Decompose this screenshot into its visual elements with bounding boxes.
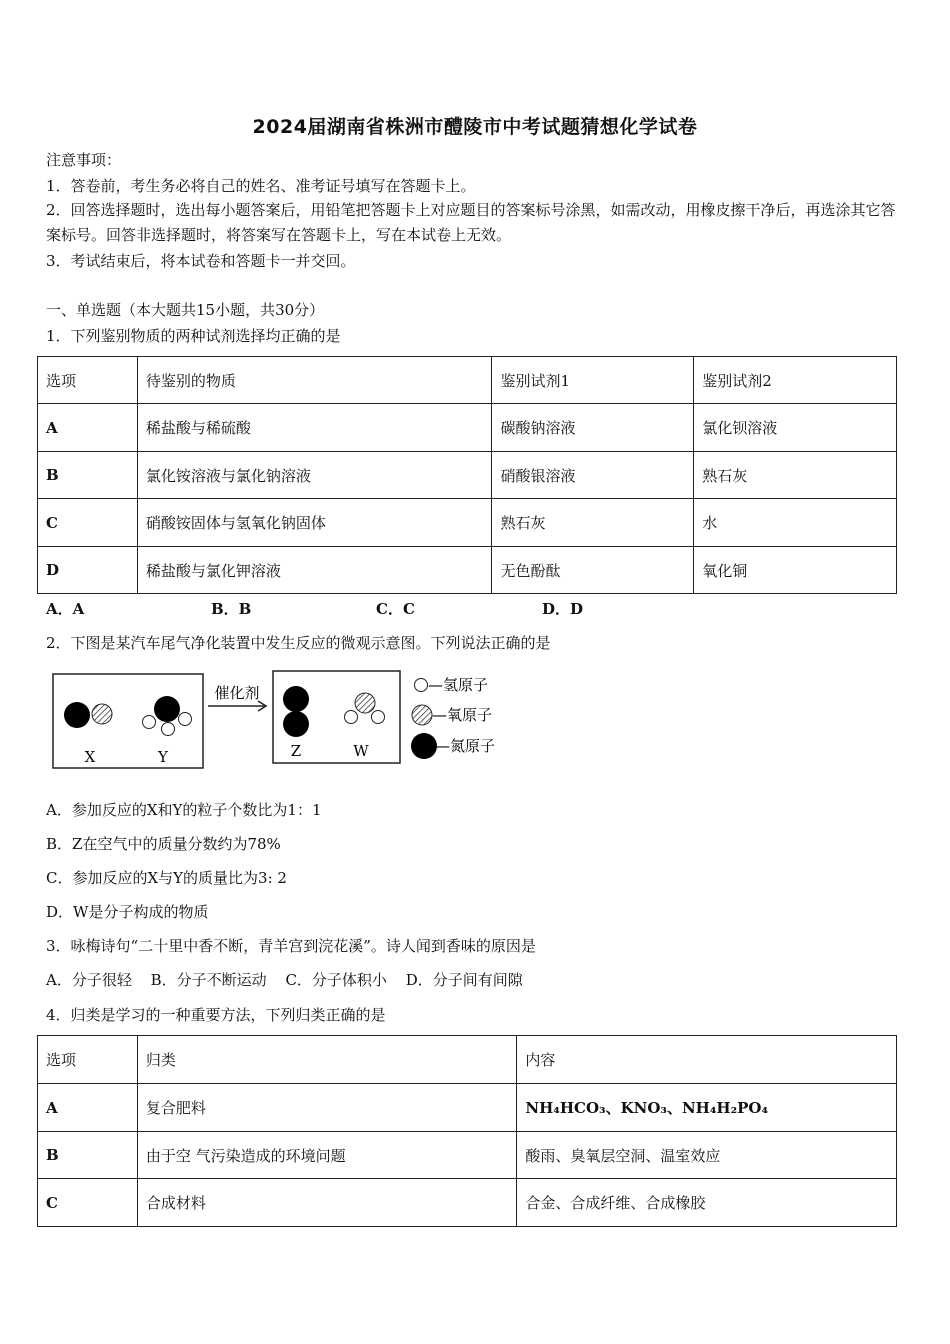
q3-option-b[interactable]: B．分子不断运动 bbox=[150, 971, 267, 989]
nitrogen-atom bbox=[64, 702, 90, 728]
legend-nitrogen: —氮原子 bbox=[435, 737, 496, 755]
q1-cell: 碳酸钠溶液 bbox=[492, 404, 694, 452]
q3-option-c[interactable]: C．分子体积小 bbox=[285, 971, 387, 989]
hydrogen-atom bbox=[372, 711, 385, 724]
oxygen-atom bbox=[355, 693, 375, 713]
label-y: Y bbox=[158, 748, 168, 766]
q4-cell: NH₄HCO₃、KNO₃、NH₄H₂PO₄ bbox=[517, 1084, 897, 1132]
q1-option-d[interactable]: D．D bbox=[542, 600, 584, 618]
q4-cell: 复合肥料 bbox=[137, 1084, 516, 1132]
table-row bbox=[38, 452, 897, 499]
table-row bbox=[38, 1084, 897, 1132]
q2-option-c[interactable]: C．参加反应的X与Y的质量比为3: 2 bbox=[46, 869, 287, 887]
q1-option-a[interactable]: A．A bbox=[46, 600, 85, 618]
q4-cell: 由于空 气污染造成的环境问题 bbox=[137, 1132, 516, 1179]
nitrogen-atom bbox=[283, 711, 309, 737]
q2-stem: 2．下图是某汽车尾气净化装置中发生反应的微观示意图。下列说法正确的是 bbox=[46, 634, 551, 652]
label-w: W bbox=[353, 742, 369, 760]
q1-cell: 熟石灰 bbox=[492, 499, 694, 547]
q1-cell: 水 bbox=[694, 499, 897, 547]
q1-cell: 无色酚酞 bbox=[492, 547, 694, 594]
legend-nitrogen-icon bbox=[411, 733, 437, 759]
table-row bbox=[38, 1132, 897, 1179]
q4-cell: 合金、合成纤维、合成橡胶 bbox=[517, 1179, 897, 1227]
table-row bbox=[38, 499, 897, 547]
page-title: 2024届湖南省株洲市醴陵市中考试题猜想化学试卷 bbox=[252, 116, 698, 138]
q4-cell: 酸雨、臭氧层空洞、温室效应 bbox=[517, 1132, 897, 1179]
q2-option-a[interactable]: A．参加反应的X和Y的粒子个数比为1：1 bbox=[46, 801, 322, 819]
catalyst-label: 催化剂 bbox=[214, 684, 260, 702]
q1-stem: 1．下列鉴别物质的两种试剂选择均正确的是 bbox=[46, 327, 341, 345]
q4-header-option: 选项 bbox=[38, 1036, 138, 1084]
q1-header-substance: 待鉴别的物质 bbox=[137, 357, 492, 404]
q1-cell: 氧化铜 bbox=[694, 547, 897, 594]
legend-hydrogen: —氢原子 bbox=[428, 676, 489, 694]
q3-option-d[interactable]: D．分子间有间隙 bbox=[405, 971, 523, 989]
oxygen-atom bbox=[92, 704, 112, 724]
q1-cell: A bbox=[38, 404, 138, 452]
table-row bbox=[38, 547, 897, 594]
q4-stem: 4．归类是学习的一种重要方法，下列归类正确的是 bbox=[46, 1006, 386, 1024]
q4-cell: A bbox=[38, 1084, 138, 1132]
q1-cell: 氯化钡溶液 bbox=[694, 404, 897, 452]
q2-option-b[interactable]: B．Z在空气中的质量分数约为78% bbox=[46, 835, 281, 853]
q1-cell: 稀盐酸与氯化钾溶液 bbox=[137, 547, 492, 594]
q1-cell: 硝酸银溶液 bbox=[492, 452, 694, 499]
q1-cell: D bbox=[38, 547, 138, 594]
q4-cell: 合成材料 bbox=[137, 1179, 516, 1227]
q1-cell: 熟石灰 bbox=[694, 452, 897, 499]
q4-cell: B bbox=[38, 1132, 138, 1179]
q1-options bbox=[46, 598, 646, 618]
q1-option-b[interactable]: B．B bbox=[211, 600, 252, 618]
notice-item-1: 1．答卷前，考生务必将自己的姓名、准考证号填写在答题卡上。 bbox=[46, 177, 476, 195]
q1-cell: B bbox=[38, 452, 138, 499]
label-z: Z bbox=[290, 742, 302, 760]
hydrogen-atom bbox=[143, 716, 156, 729]
nitrogen-atom bbox=[154, 696, 180, 722]
reaction-diagram bbox=[50, 668, 520, 774]
hydrogen-atom bbox=[345, 711, 358, 724]
q1-header-reagent-2: 鉴别试剂2 bbox=[694, 357, 897, 404]
q3-option-a[interactable]: A．分子很轻 bbox=[46, 971, 132, 989]
table-row bbox=[38, 404, 897, 452]
q4-cell: C bbox=[38, 1179, 138, 1227]
legend-hydrogen-icon bbox=[415, 679, 428, 692]
q4-header-category: 归类 bbox=[137, 1036, 516, 1084]
q1-cell: 稀盐酸与稀硫酸 bbox=[137, 404, 492, 452]
notice-item-2: 2．回答选择题时，选出每小题答案后，用铅笔把答题卡上对应题目的答案标号涂黑，如需改动，用橡皮擦干净后，再选涂其它答案标号。回答非选择题时，将答案写在答题卡上，写在本试卷上无效。 bbox=[46, 201, 896, 244]
notice-item-3: 3．考试结束后，将本试卷和答题卡一并交回。 bbox=[46, 252, 356, 270]
hydrogen-atom bbox=[179, 713, 192, 726]
legend-oxygen-icon bbox=[412, 705, 432, 725]
q1-cell: C bbox=[38, 499, 138, 547]
table-row bbox=[38, 1179, 897, 1227]
q3-options bbox=[46, 970, 537, 990]
q1-cell: 硝酸铵固体与氢氧化钠固体 bbox=[137, 499, 492, 547]
q1-option-c[interactable]: C．C bbox=[376, 600, 415, 618]
q1-header-reagent-1: 鉴别试剂1 bbox=[492, 357, 694, 404]
q2-option-d[interactable]: D．W是分子构成的物质 bbox=[46, 903, 209, 921]
legend-oxygen: —氧原子 bbox=[432, 706, 493, 724]
notice-heading: 注意事项： bbox=[46, 151, 122, 169]
label-x: X bbox=[84, 748, 96, 766]
q4-table bbox=[37, 1035, 897, 1227]
q4-header-content: 内容 bbox=[517, 1036, 897, 1084]
q3-stem: 3．咏梅诗句“二十里中香不断，青羊宫到浣花溪”。诗人闻到香味的原因是 bbox=[46, 937, 536, 955]
hydrogen-atom bbox=[162, 723, 175, 736]
q1-cell: 氯化铵溶液与氯化钠溶液 bbox=[137, 452, 492, 499]
nitrogen-atom bbox=[283, 686, 309, 712]
q1-header-option: 选项 bbox=[38, 357, 138, 404]
section-heading: 一、单选题（本大题共15小题，共30分） bbox=[46, 301, 325, 319]
q1-table bbox=[37, 356, 897, 594]
